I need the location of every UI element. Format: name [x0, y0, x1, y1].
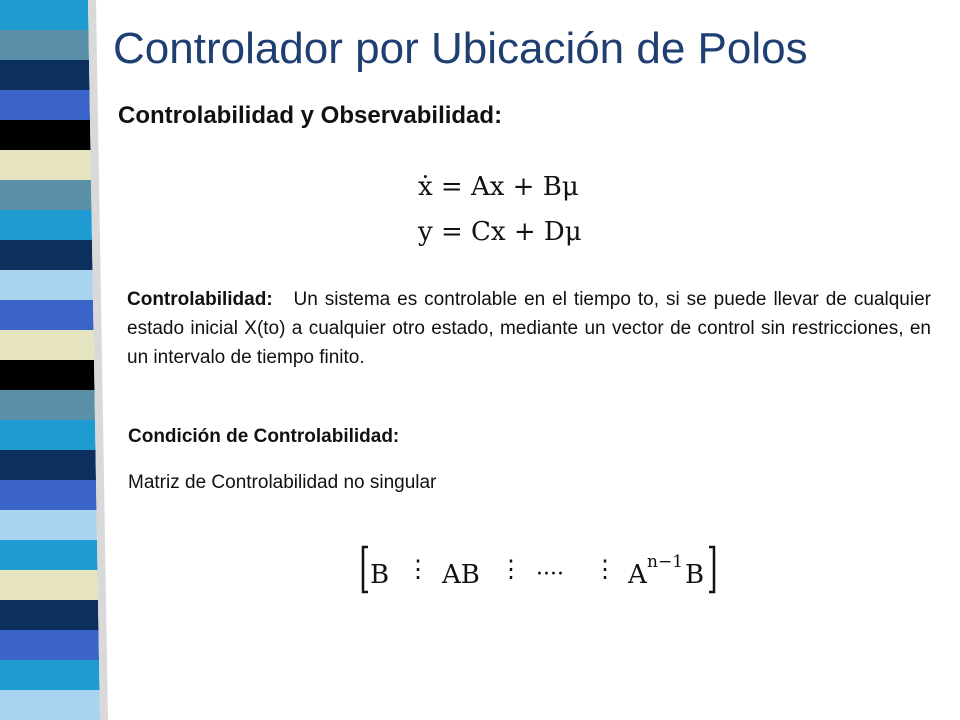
condition-text: Matriz de Controlabilidad no singular [128, 472, 437, 493]
matrix-a: A [628, 560, 647, 590]
slide-title: Controlador por Ubicación de Polos [113, 24, 808, 73]
strip-block [0, 540, 98, 570]
strip-block [0, 180, 92, 210]
matrix-separator-icon: ⋮ [406, 555, 430, 583]
strip-block [0, 390, 95, 420]
matrix-separator-icon: ⋮ [593, 555, 617, 583]
strip-block [0, 690, 100, 720]
strip-block [0, 210, 92, 240]
strip-block [0, 600, 99, 630]
strip-block [0, 150, 91, 180]
matrix-b-last: B [685, 560, 705, 590]
definition-term: Controlabilidad: [127, 289, 273, 310]
strip-block [0, 480, 97, 510]
strip-block [0, 450, 96, 480]
controllability-definition [127, 285, 931, 372]
matrix-exponent: n−1 [647, 552, 684, 572]
strip-block [0, 240, 93, 270]
matrix-separator-icon: ⋮ [499, 555, 523, 583]
strip-block [0, 270, 93, 300]
strip-block [0, 120, 91, 150]
strip-block [0, 60, 90, 90]
strip-block [0, 30, 89, 60]
definition-text: Un sistema es controlable en el tiempo to, si se puede llevar de cualquier estado inicial X(to) a cualquier otro estado, mediante un vector de control sin restricciones, en un intervalo de tiempo finito. [127, 289, 931, 368]
output-equation: y = Cx + Dμ [418, 217, 582, 247]
strip-block [0, 420, 96, 450]
matrix-ellipsis: ···· [536, 562, 564, 587]
condition-title: Condición de Controlabilidad: [128, 426, 400, 447]
strip-block [0, 0, 89, 30]
strip-block [0, 510, 97, 540]
right-bracket [709, 547, 714, 592]
slide-subtitle: Controlabilidad y Observabilidad: [118, 102, 503, 129]
decorative-strip [0, 0, 110, 720]
strip-block [0, 90, 90, 120]
strip-block [0, 330, 94, 360]
left-bracket [363, 547, 368, 592]
strip-block [0, 630, 99, 660]
strip-block [0, 300, 94, 330]
controllability-matrix [360, 545, 720, 595]
strip-block [0, 570, 98, 600]
matrix-ab: AB [442, 560, 480, 590]
state-equation: ẋ = Ax + Bμ [418, 172, 579, 202]
matrix-b: B [370, 560, 390, 590]
strip-block [0, 660, 100, 690]
strip-block [0, 360, 95, 390]
